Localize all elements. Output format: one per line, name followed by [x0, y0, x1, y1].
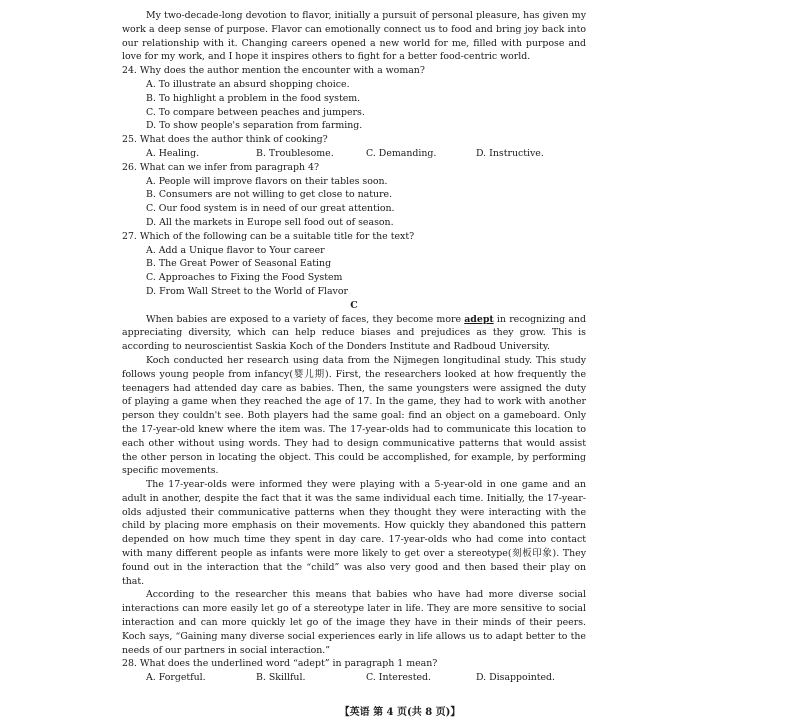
passage-c-paragraph-4: According to the researcher this means that babies who have had more diverse social interactions can more easily let go of a stereotype later in life. They are more sensitive to social interaction and can more quickly let go of the image they have in their minds of their peers. Koch says, “Gaining many diverse social experiences early in life allows us to adapt better to the needs of our partners in social interaction.” — [122, 589, 586, 656]
question-stem: 26. What can we infer from paragraph 4? — [122, 161, 320, 173]
paragraph-1-start: When babies are exposed to a variety of faces, they become more — [146, 313, 465, 325]
paragraph-1-end: in recognizing and appreciating diversity, which can help reduce biases and prejudices as they grow. This is according to neuroscientist Saskia Koch of the Donders Institute and Radboud University. — [122, 313, 586, 353]
question-27 — [122, 230, 586, 299]
option-a: A. People will improve flavors on their tables soon. — [146, 175, 388, 187]
question-24 — [122, 64, 586, 133]
question-stem: 28. What does the underlined word “adept” in paragraph 1 mean? — [122, 658, 438, 670]
option-d: D. From Wall Street to the World of Flavor — [146, 285, 348, 297]
passage-c-paragraph-2: Koch conducted her research using data from the Nijmegen longitudinal study. This study follows young people from infancy(婴儿期). First, the researchers looked at how frequently the teenagers had attended day care as babies. Then, the same youngsters were assigned the duty of playing a game when they reached the age of 17. In the game, they had to work with another person they couldn't see. Both players had the same goal: find an object on a gameboard. Only the 17-year-old knew where the item was. The 17-year-olds had to communicate this location to each other without using words. They had to design communicative patterns that would assist the other person in locating the object. This could be accomplished, for example, by performing specific movements. — [122, 354, 586, 477]
option-b: B. To highlight a problem in the food system. — [146, 92, 361, 104]
option-a: A. Healing. — [146, 147, 200, 159]
option-b: B. The Great Power of Seasonal Eating — [146, 258, 332, 270]
page-content — [122, 9, 586, 685]
option-d: D. Disappointed. — [476, 672, 556, 684]
option-a: A. Add a Unique flavor to Your career — [146, 244, 325, 256]
options-row — [146, 147, 586, 161]
option-b: B. Skillful. — [256, 672, 306, 684]
question-stem: 24. Why does the author mention the encounter with a woman? — [122, 65, 425, 77]
option-b: B. Troublesome. — [256, 147, 334, 159]
option-c: C. Our food system is in need of our great attention. — [146, 203, 395, 215]
question-stem: 25. What does the author think of cooking? — [122, 134, 328, 146]
question-stem: 27. Which of the following can be a suitable title for the text? — [122, 230, 415, 242]
option-d: D. All the markets in Europe sell food out of season. — [146, 216, 394, 228]
option-c: C. Demanding. — [366, 147, 437, 159]
option-d: D. To show people's separation from farming. — [146, 120, 363, 132]
page-footer: 【英语 第 4 页(共 8 页)】 — [339, 707, 461, 718]
option-a: A. To illustrate an absurd shopping choice. — [146, 78, 350, 90]
option-d: D. Instructive. — [476, 147, 544, 159]
option-a: A. Forgetful. — [146, 672, 206, 684]
question-28 — [122, 657, 586, 685]
passage-c-paragraph-3: The 17-year-olds were informed they were playing with a 5-year-old in one game and an adult in another, despite the fact that it was the same individual each time. Initially, the 17-year-olds adjusted their communicative patterns when they thought they were interacting with the child by placing more emphasis on their movements. How quickly they abandoned this pattern depended on how much time they spent in day care. 17-year-olds who had come into contact with many different people as infants were more likely to get over a stereotype(刻板印象). They found out in the interaction that the “child” was also very good and then based their play on that. — [122, 479, 586, 587]
option-c: C. Interested. — [366, 672, 431, 684]
passage-b-final-paragraph: My two-decade-long devotion to flavor, initially a pursuit of personal pleasure, has given my work a deep sense of purpose. Flavor can emotionally connect us to food and bring joy back into our relationship with it. Changing careers opened a new world for me, filled with purpose and love for my work, and I hope it inspires others to fight for a better food-centric world. — [122, 10, 586, 63]
options-row — [146, 671, 586, 685]
option-c: C. To compare between peaches and jumpers. — [146, 106, 365, 118]
option-c: C. Approaches to Fixing the Food System — [146, 272, 343, 284]
question-25 — [122, 133, 586, 161]
question-26 — [122, 161, 586, 230]
underlined-word-adept: adept — [464, 313, 494, 325]
passage-c-paragraph-1 — [122, 313, 586, 354]
option-b: B. Consumers are not willing to get close to nature. — [146, 189, 393, 201]
section-c-heading: C — [350, 299, 358, 311]
